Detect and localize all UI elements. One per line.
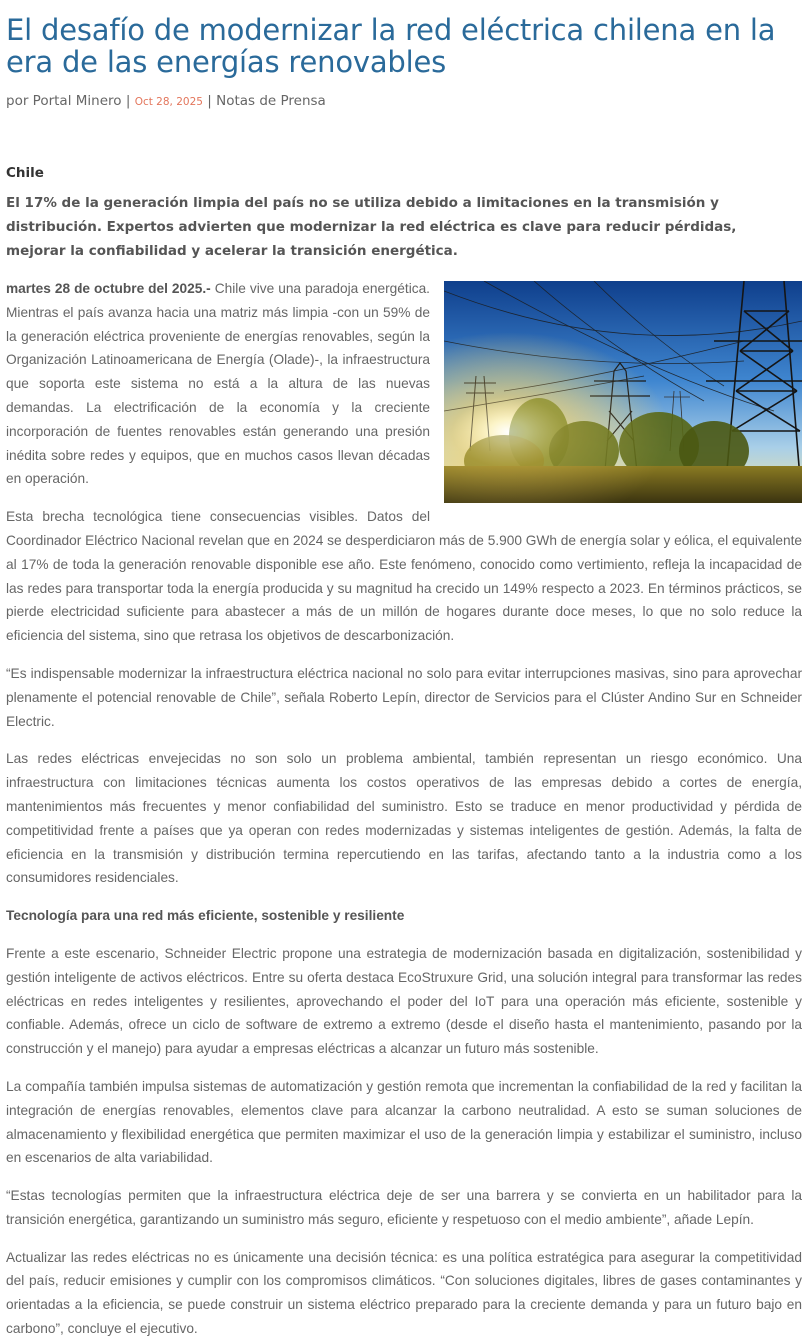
paragraph-5: Frente a este escenario, Schneider Electric propone una estrategia de modernización basada en digitalización, sostenibilidad y gestión inteligente de activos eléctricos. Entre su oferta destaca EcoStruxure Grid, una solución integral para transformar las redes eléctricas en redes inteligentes y resilientes, aprovechando el poder del IoT para una operación más eficiente, sostenible y confiable. Además, ofrece un ciclo de software de extremo a extremo (desde el diseño hasta el mantenimiento, pasando por la construcción y el manejo) para ayudar a empresas eléctricas a alcanzar un futuro más sostenible. [6, 945, 802, 1057]
article-lead: El 17% de la generación limpia del país no se utiliza debido a limitaciones en la transmisión y distribución. Expertos advierten que modernizar la red eléctrica es clave para reducir pérdidas, mejorar la confiabilidad y acelerar la transición energética. [6, 195, 737, 259]
dateline: martes 28 de octubre del 2025.- [6, 281, 211, 296]
meta-separator: | [125, 93, 131, 109]
paragraph-2: Esta brecha tecnológica tiene consecuencias visibles. Datos del Coordinador Eléctrico Nacional revelan que en 2024 se desperdiciaron más de 5.900 GWh de energía solar y eólica, el equivalente al 17% de toda la generación renovable disponible ese año. Este fenómeno, conocido como vertimiento, refleja la incapacidad de las redes para transportar toda la energía producida y su magnitud ha crecido un 149% respecto a 2023. En términos prácticos, se pierde electricidad suficiente para abastecer a más de un millón de hogares durante doce meses, lo que no solo reduce la eficiencia del sistema, sino que retrasa los objetivos de descarbonización. [6, 509, 802, 644]
article [6, 0, 802, 1341]
category-link[interactable]: Notas de Prensa [216, 93, 326, 109]
paragraph-3: “Es indispensable modernizar la infraestructura eléctrica nacional no solo para evitar interrupciones masivas, sino para aprovechar plenamente el potencial renovable de Chile”, señala Roberto Lepín, director de Servicios para el Clúster Andino Sur en Schneider Electric. [6, 665, 802, 729]
power-lines-illustration [444, 281, 802, 503]
article-title: El desafío de modernizar la red eléctrica chilena en la era de las energías renovables [6, 13, 776, 79]
meta-separator: | [207, 93, 212, 109]
paragraph-6: La compañía también impulsa sistemas de automatización y gestión remota que incrementan la confiabilidad de la red y facilitan la integración de energías renovables, elementos clave para alcanzar la carbono neutralidad. A esto se suman soluciones de almacenamiento y flexibilidad energética que permiten maximizar el uso de la generación limpia y estabilizar el suministro, incluso en escenarios de alta variabilidad. [6, 1078, 802, 1166]
paragraph-8: Actualizar las redes eléctricas no es únicamente una decisión técnica: es una política estratégica para asegurar la competitividad del país, reducir emisiones y cumplir con los compromisos climáticos. “Con soluciones digitales, libres de gases contaminantes y orientadas a la eficiencia, se puede construir un sistema eléctrico preparado para la creciente demanda y para un futuro bajo en carbono”, concluye el ejecutivo. [6, 1249, 802, 1337]
publish-date: Oct 28, 2025 [134, 96, 203, 108]
power-lines-photo [444, 281, 802, 503]
country-label: Chile [6, 165, 44, 181]
paragraph-1-text: Chile vive una paradoja energética. Mientras el país avanza hacia una matriz más limpia -con un 59% de la generación eléctrica proveniente de energías renovables, según la Organización Latinoamericana de Energía (Olade)-, la infraestructura que soporta este sistema no está a la altura de las nuevas demandas. La electrificación de la economía y la creciente incorporación de fuentes renovables están generando una presión inédita sobre redes y equipos, que en muchos casos llevan décadas en operación. [6, 281, 430, 487]
paragraph-4: Las redes eléctricas envejecidas no son solo un problema ambiental, también representan un riesgo económico. Una infraestructura con limitaciones técnicas aumenta los costos operativos de las empresas debido a cortes de energía, mantenimientos más frecuentes y menor confiabilidad del suministro. Esto se traduce en menor productividad y pérdida de competitividad frente a países que ya operan con redes modernizadas y sistemas inteligentes de gestión. Además, la falta de eficiencia en la transmisión y distribución termina repercutiendo en las tarifas, afectando tanto a la industria como a los consumidores residenciales. [6, 751, 802, 886]
paragraph-7: “Estas tecnologías permiten que la infraestructura eléctrica deje de ser una barrera y se convierta en un habilitador para la transición energética, garantizando un suministro más seguro, eficiente y respetuoso con el medio ambiente”, añade Lepín. [6, 1188, 802, 1227]
section-subheading: Tecnología para una red más eficiente, sostenible y resiliente [6, 908, 405, 924]
article-meta [6, 91, 802, 112]
author-link[interactable]: por Portal Minero [6, 93, 122, 109]
